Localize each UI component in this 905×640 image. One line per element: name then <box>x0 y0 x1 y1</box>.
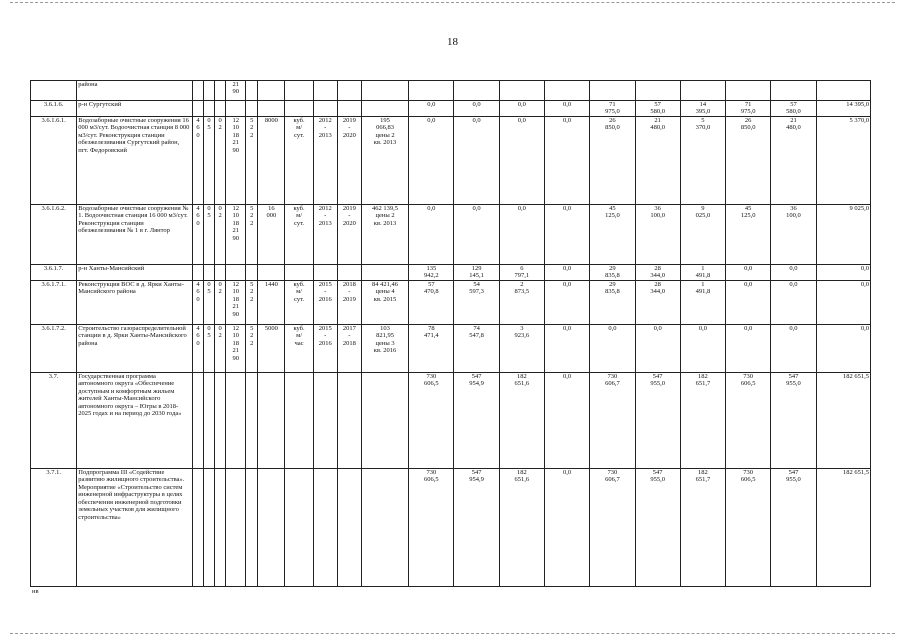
cell-c5: 5 2 2 <box>246 280 258 324</box>
cell-cap: 5000 <box>258 324 285 372</box>
cell-v2: 547 954,9 <box>454 468 499 586</box>
cell-code: 3.7.1. <box>31 468 77 586</box>
cell-c1 <box>192 264 203 280</box>
cell-code: 3.6.1.6.2. <box>31 204 77 264</box>
cell-c5: 5 2 2 <box>246 116 258 204</box>
cell-v8: 0,0 <box>726 280 771 324</box>
cell-v8: 0,0 <box>726 264 771 280</box>
cell-v3: 2 873,5 <box>499 280 544 324</box>
cell-v3: 6 797,1 <box>499 264 544 280</box>
table-row <box>31 81 871 101</box>
cell-unit <box>285 468 313 586</box>
cell-v7: 9 025,0 <box>680 204 725 264</box>
cell-c5 <box>246 101 258 117</box>
cell-unit: куб. м/ сут. <box>285 280 313 324</box>
cell-v9: 36 100,0 <box>771 204 816 264</box>
cell-v6: 0,0 <box>635 324 680 372</box>
cell-unit <box>285 101 313 117</box>
cell-c5: 5 2 2 <box>246 324 258 372</box>
cell-c5: 5 2 2 <box>246 204 258 264</box>
cell-y2 <box>337 372 361 468</box>
cell-y1: 2012 - 2013 <box>313 204 337 264</box>
cell-v10: 9 025,0 <box>816 204 870 264</box>
cell-v4: 0,0 <box>544 264 589 280</box>
cell-y1 <box>313 264 337 280</box>
cell-v5: 45 125,0 <box>590 204 635 264</box>
cell-cap: 1440 <box>258 280 285 324</box>
cell-v7: 14 395,0 <box>680 101 725 117</box>
cell-c1: 4 6 0 <box>192 204 203 264</box>
cell-c4 <box>226 372 246 468</box>
cell-y2: 2017 - 2018 <box>337 324 361 372</box>
cell-y2: 2018 - 2019 <box>337 280 361 324</box>
table-row <box>31 101 871 117</box>
table-row <box>31 280 871 324</box>
cell-name: Водозаборные очистные сооружения № 1. Водоочистная станция 16 000 м3/сут. Реконструкция станции обезжелезивания № 1 в г. Лянтор <box>77 204 193 264</box>
cell-v3: 0,0 <box>499 116 544 204</box>
cell-cap <box>258 81 285 101</box>
cell-cap: 8000 <box>258 116 285 204</box>
cell-y1 <box>313 81 337 101</box>
cell-v9: 0,0 <box>771 264 816 280</box>
cell-v10: 0,0 <box>816 264 870 280</box>
cell-y1: 2015 - 2016 <box>313 280 337 324</box>
cell-y2: 2019 - 2020 <box>337 116 361 204</box>
scan-bottom-edge <box>10 633 895 634</box>
cell-v5: 730 606,7 <box>590 468 635 586</box>
cell-v10 <box>816 81 870 101</box>
cell-v4: 0,0 <box>544 324 589 372</box>
cell-v3: 3 923,6 <box>499 324 544 372</box>
cell-name: Строительство газораспределительной станции в д. Ярки Ханты-Мансийского района <box>77 324 193 372</box>
cell-c3 <box>215 101 226 117</box>
cell-v1: 57 470,8 <box>409 280 454 324</box>
cell-v9: 57 580,0 <box>771 101 816 117</box>
cell-cost <box>361 468 408 586</box>
cell-cap: 16 000 <box>258 204 285 264</box>
cell-code: 3.6.1.7.2. <box>31 324 77 372</box>
cell-c2: 0 5 <box>204 324 215 372</box>
cell-cap <box>258 372 285 468</box>
cell-cost <box>361 101 408 117</box>
cell-cap <box>258 468 285 586</box>
cell-v6: 28 344,0 <box>635 264 680 280</box>
table-row <box>31 324 871 372</box>
cell-c2: 0 5 <box>204 204 215 264</box>
cell-y2 <box>337 81 361 101</box>
cell-v9: 0,0 <box>771 324 816 372</box>
table-row <box>31 264 871 280</box>
cell-c3: 0 2 <box>215 116 226 204</box>
cell-c3 <box>215 372 226 468</box>
cell-v8: 730 606,5 <box>726 372 771 468</box>
table-row <box>31 204 871 264</box>
cell-name: Водозаборные очистные сооружения 16 000 м3/сут. Водоочистная станция 8 000 м3/сут. Реконструкция станции обезжелезивания Сургутский район, пгт. Федоровский <box>77 116 193 204</box>
cell-c4 <box>226 264 246 280</box>
cell-unit: куб. м/ час <box>285 324 313 372</box>
cell-v4: 0,0 <box>544 204 589 264</box>
cell-c4: 12 10 18 21 90 <box>226 204 246 264</box>
cell-v7: 1 491,8 <box>680 264 725 280</box>
cell-v6: 21 480,0 <box>635 116 680 204</box>
cell-v8: 26 850,0 <box>726 116 771 204</box>
cell-c1 <box>192 81 203 101</box>
cell-v9 <box>771 81 816 101</box>
cell-c2 <box>204 81 215 101</box>
cell-v1: 0,0 <box>409 101 454 117</box>
cell-cost <box>361 372 408 468</box>
cell-c1 <box>192 101 203 117</box>
cell-unit: куб. м/ сут. <box>285 204 313 264</box>
cell-c3 <box>215 264 226 280</box>
cell-v9: 21 480,0 <box>771 116 816 204</box>
cell-c1: 4 6 0 <box>192 324 203 372</box>
cell-y1 <box>313 468 337 586</box>
cell-v5: 29 835,8 <box>590 280 635 324</box>
cell-name: р-н Ханты-Мансийский <box>77 264 193 280</box>
cell-c1 <box>192 468 203 586</box>
cell-c3 <box>215 468 226 586</box>
cell-v1: 730 606,5 <box>409 372 454 468</box>
cell-v7: 1 491,8 <box>680 280 725 324</box>
cell-unit <box>285 372 313 468</box>
cell-c5 <box>246 468 258 586</box>
cell-v4: 0,0 <box>544 372 589 468</box>
cell-name: района <box>77 81 193 101</box>
table-row <box>31 372 871 468</box>
cell-v7: 182 651,7 <box>680 372 725 468</box>
cell-cost: 103 821,95 цены 3 кв. 2016 <box>361 324 408 372</box>
cell-v7 <box>680 81 725 101</box>
cell-v2: 74 547,8 <box>454 324 499 372</box>
cell-c4: 12 10 18 21 90 <box>226 280 246 324</box>
cell-v8: 730 606,5 <box>726 468 771 586</box>
cell-cost: 84 421,46 цены 4 кв. 2015 <box>361 280 408 324</box>
cell-cap <box>258 101 285 117</box>
cell-c5 <box>246 81 258 101</box>
cell-v6: 36 100,0 <box>635 204 680 264</box>
cell-y1 <box>313 101 337 117</box>
cell-v5: 29 835,8 <box>590 264 635 280</box>
cell-v2: 54 597,3 <box>454 280 499 324</box>
cell-v3: 182 651,6 <box>499 468 544 586</box>
cell-y2: 2019 - 2020 <box>337 204 361 264</box>
cell-v5: 71 975,0 <box>590 101 635 117</box>
cell-v4: 0,0 <box>544 468 589 586</box>
cell-v1 <box>409 81 454 101</box>
cell-c5 <box>246 264 258 280</box>
cell-y1: 2015 - 2016 <box>313 324 337 372</box>
cell-v1: 135 942,2 <box>409 264 454 280</box>
cell-c1 <box>192 372 203 468</box>
cell-v10: 14 395,0 <box>816 101 870 117</box>
cell-cost: 462 139,5 цены 2 кв. 2013 <box>361 204 408 264</box>
cell-v2: 0,0 <box>454 101 499 117</box>
scan-top-edge <box>10 2 895 3</box>
cell-v5 <box>590 81 635 101</box>
cell-v4: 0,0 <box>544 280 589 324</box>
cell-name: р-н Сургутский <box>77 101 193 117</box>
cell-v8: 0,0 <box>726 324 771 372</box>
cell-c3 <box>215 81 226 101</box>
table-row <box>31 468 871 586</box>
cell-v1: 730 606,5 <box>409 468 454 586</box>
cell-v3: 0,0 <box>499 101 544 117</box>
cell-v8: 71 975,0 <box>726 101 771 117</box>
cell-v10: 182 651,5 <box>816 372 870 468</box>
cell-y1: 2012 - 2013 <box>313 116 337 204</box>
cell-v2: 547 954,9 <box>454 372 499 468</box>
footer-mark: нв <box>32 588 39 595</box>
cell-v1: 0,0 <box>409 116 454 204</box>
cell-v9: 547 955,0 <box>771 372 816 468</box>
cell-v8: 45 125,0 <box>726 204 771 264</box>
cell-v10: 0,0 <box>816 324 870 372</box>
cell-c3: 0 2 <box>215 324 226 372</box>
cell-c2 <box>204 101 215 117</box>
cell-c3: 0 2 <box>215 280 226 324</box>
cell-v3 <box>499 81 544 101</box>
cell-v10: 5 370,0 <box>816 116 870 204</box>
cell-v6: 547 955,0 <box>635 372 680 468</box>
cell-y2 <box>337 264 361 280</box>
cell-v10: 182 651,5 <box>816 468 870 586</box>
cell-name: Подпрограмма III «Содействие развитию жилищного строительства». Мероприятие «Строительство систем инженерной инфраструктуры в целях обеспечения инженерной подготовки земельных участков для жилищного строительства» <box>77 468 193 586</box>
cell-v2: 129 145,1 <box>454 264 499 280</box>
cell-unit: куб. м/ сут. <box>285 116 313 204</box>
cell-v1: 78 471,4 <box>409 324 454 372</box>
cell-v2 <box>454 81 499 101</box>
cell-y2 <box>337 101 361 117</box>
cell-unit <box>285 81 313 101</box>
cell-c1: 4 6 0 <box>192 280 203 324</box>
cell-cost <box>361 81 408 101</box>
cell-y1 <box>313 372 337 468</box>
cell-v6: 28 344,0 <box>635 280 680 324</box>
cell-c4: 12 10 18 21 90 <box>226 116 246 204</box>
cell-v8 <box>726 81 771 101</box>
cell-c2 <box>204 264 215 280</box>
cell-v1: 0,0 <box>409 204 454 264</box>
cell-cost: 195 066,83 цены 2 кв. 2013 <box>361 116 408 204</box>
cell-v9: 0,0 <box>771 280 816 324</box>
cell-c4: 12 10 18 21 90 <box>226 324 246 372</box>
cell-c5 <box>246 372 258 468</box>
cell-c2 <box>204 468 215 586</box>
cell-v4: 0,0 <box>544 101 589 117</box>
cell-v6 <box>635 81 680 101</box>
cell-v3: 0,0 <box>499 204 544 264</box>
cell-code: 3.6.1.7.1. <box>31 280 77 324</box>
table-row <box>31 116 871 204</box>
cell-c1: 4 6 0 <box>192 116 203 204</box>
cell-code <box>31 81 77 101</box>
cell-c3: 0 2 <box>215 204 226 264</box>
cell-cap <box>258 264 285 280</box>
cell-c4 <box>226 468 246 586</box>
cell-v4 <box>544 81 589 101</box>
cell-v2: 0,0 <box>454 204 499 264</box>
cell-v6: 57 580,0 <box>635 101 680 117</box>
cell-code: 3.6.1.6. <box>31 101 77 117</box>
budget-table <box>30 80 871 587</box>
cell-c2: 0 5 <box>204 116 215 204</box>
cell-name: Реконструкция ВОС в д. Ярки Ханты-Мансийского района <box>77 280 193 324</box>
cell-v9: 547 955,0 <box>771 468 816 586</box>
cell-v6: 547 955,0 <box>635 468 680 586</box>
cell-c4 <box>226 101 246 117</box>
page-number: 18 <box>447 36 458 48</box>
cell-c4: 21 90 <box>226 81 246 101</box>
cell-unit <box>285 264 313 280</box>
cell-name: Государственная программа автономного округа «Обеспечение доступным и комфортным жильем жителей Ханты-Мансийского автономного округа – Югры в 2018-2025 годах и на период до 2030 года» <box>77 372 193 468</box>
cell-c2 <box>204 372 215 468</box>
cell-cost <box>361 264 408 280</box>
cell-v7: 182 651,7 <box>680 468 725 586</box>
cell-v4: 0,0 <box>544 116 589 204</box>
cell-v5: 730 606,7 <box>590 372 635 468</box>
cell-v5: 0,0 <box>590 324 635 372</box>
cell-v7: 5 370,0 <box>680 116 725 204</box>
cell-code: 3.7. <box>31 372 77 468</box>
cell-v10: 0,0 <box>816 280 870 324</box>
cell-v3: 182 651,6 <box>499 372 544 468</box>
cell-v7: 0,0 <box>680 324 725 372</box>
cell-v5: 26 850,0 <box>590 116 635 204</box>
cell-y2 <box>337 468 361 586</box>
cell-code: 3.6.1.6.1. <box>31 116 77 204</box>
cell-c2: 0 5 <box>204 280 215 324</box>
cell-code: 3.6.1.7. <box>31 264 77 280</box>
cell-v2: 0,0 <box>454 116 499 204</box>
